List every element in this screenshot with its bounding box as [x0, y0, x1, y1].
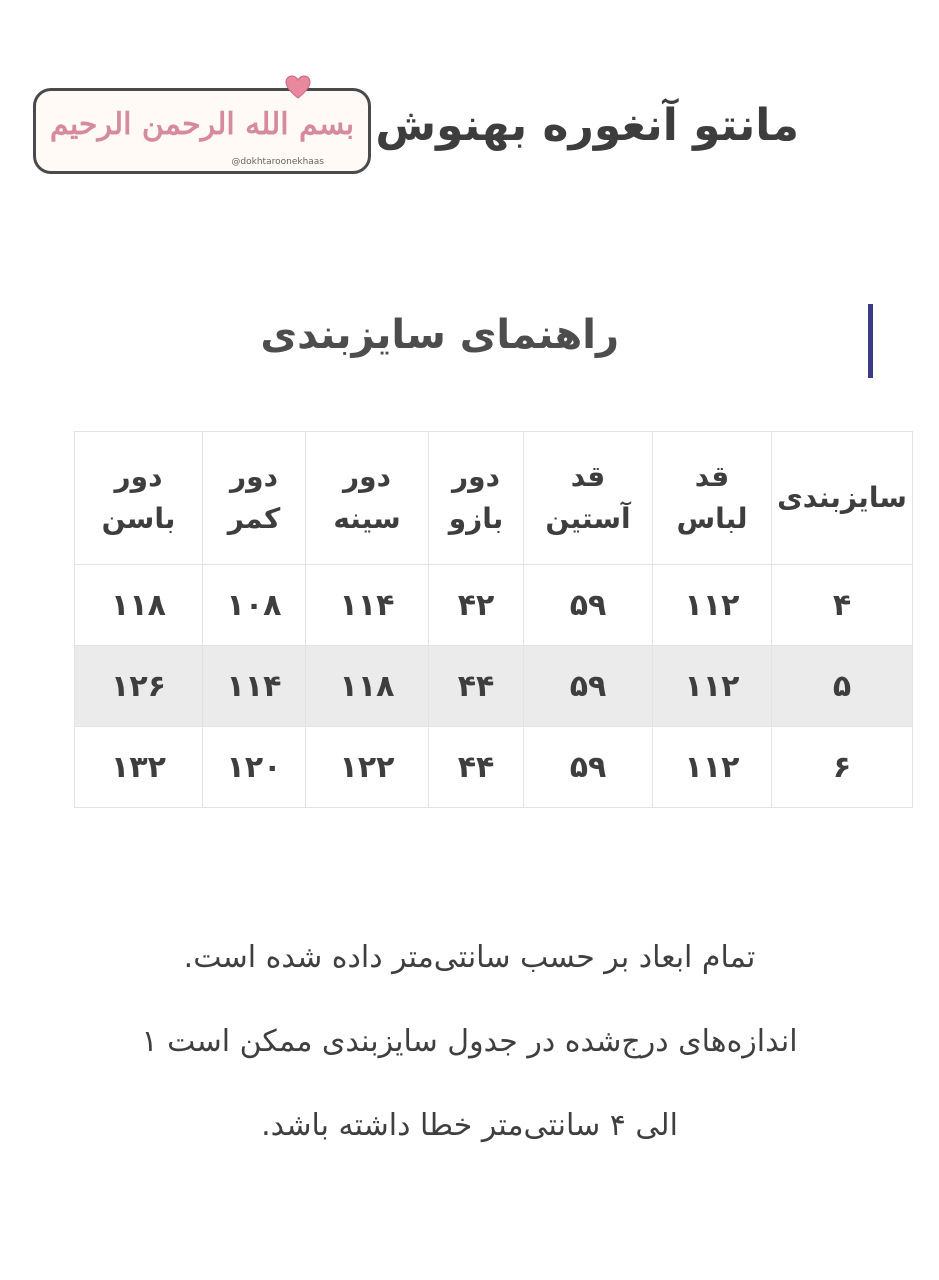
header-arm-circ: دور بازو [429, 432, 524, 565]
section-accent-bar [868, 304, 873, 378]
note-line-1: تمام ابعاد بر حسب سانتی‌متر داده شده است. [183, 940, 756, 975]
cell-size: ۵ [772, 646, 913, 727]
table-header-row [75, 432, 913, 565]
cell-arm-circ: ۴۴ [429, 646, 524, 727]
cell-dress-length: ۱۱۲ [653, 565, 772, 646]
cell-size: ۴ [772, 565, 913, 646]
header-hip-circ: دور باسن [75, 432, 203, 565]
cell-dress-length: ۱۱۲ [653, 646, 772, 727]
sticker-text: بسم الله الرحمن الرحیم [49, 107, 355, 142]
cell-sleeve-length: ۵۹ [524, 646, 653, 727]
cell-size: ۶ [772, 727, 913, 808]
table-row [75, 727, 913, 808]
cell-arm-circ: ۴۲ [429, 565, 524, 646]
header-size: سایزبندی [772, 432, 913, 565]
table-row [75, 646, 913, 727]
cell-arm-circ: ۴۴ [429, 727, 524, 808]
cell-sleeve-length: ۵۹ [524, 565, 653, 646]
cell-hip-circ: ۱۱۸ [75, 565, 203, 646]
product-title: مانتو آنغوره بهنوش [375, 100, 799, 151]
cell-chest-circ: ۱۲۲ [306, 727, 429, 808]
cell-waist-circ: ۱۰۸ [203, 565, 306, 646]
cell-waist-circ: ۱۱۴ [203, 646, 306, 727]
cell-hip-circ: ۱۳۲ [75, 727, 203, 808]
cell-dress-length: ۱۱۲ [653, 727, 772, 808]
section-heading: راهنمای سایزبندی [260, 312, 619, 358]
cell-waist-circ: ۱۲۰ [203, 727, 306, 808]
bismillah-sticker [33, 88, 371, 174]
size-table [74, 431, 913, 808]
header-dress-length: قد لباس [653, 432, 772, 565]
cell-chest-circ: ۱۱۴ [306, 565, 429, 646]
cell-chest-circ: ۱۱۸ [306, 646, 429, 727]
heart-icon [284, 73, 312, 101]
cell-sleeve-length: ۵۹ [524, 727, 653, 808]
note-line-2: اندازه‌های درج‌شده در جدول سایزبندی ممکن است ۱ [141, 1024, 798, 1059]
header-waist-circ: دور کمر [203, 432, 306, 565]
cell-hip-circ: ۱۲۶ [75, 646, 203, 727]
header-sleeve-length: قد آستین [524, 432, 653, 565]
table-row [75, 565, 913, 646]
note-line-3: الی ۴ سانتی‌متر خطا داشته باشد. [261, 1108, 678, 1143]
header-chest-circ: دور سینه [306, 432, 429, 565]
sticker-handle: @dokhtaroonekhaas [231, 157, 324, 167]
